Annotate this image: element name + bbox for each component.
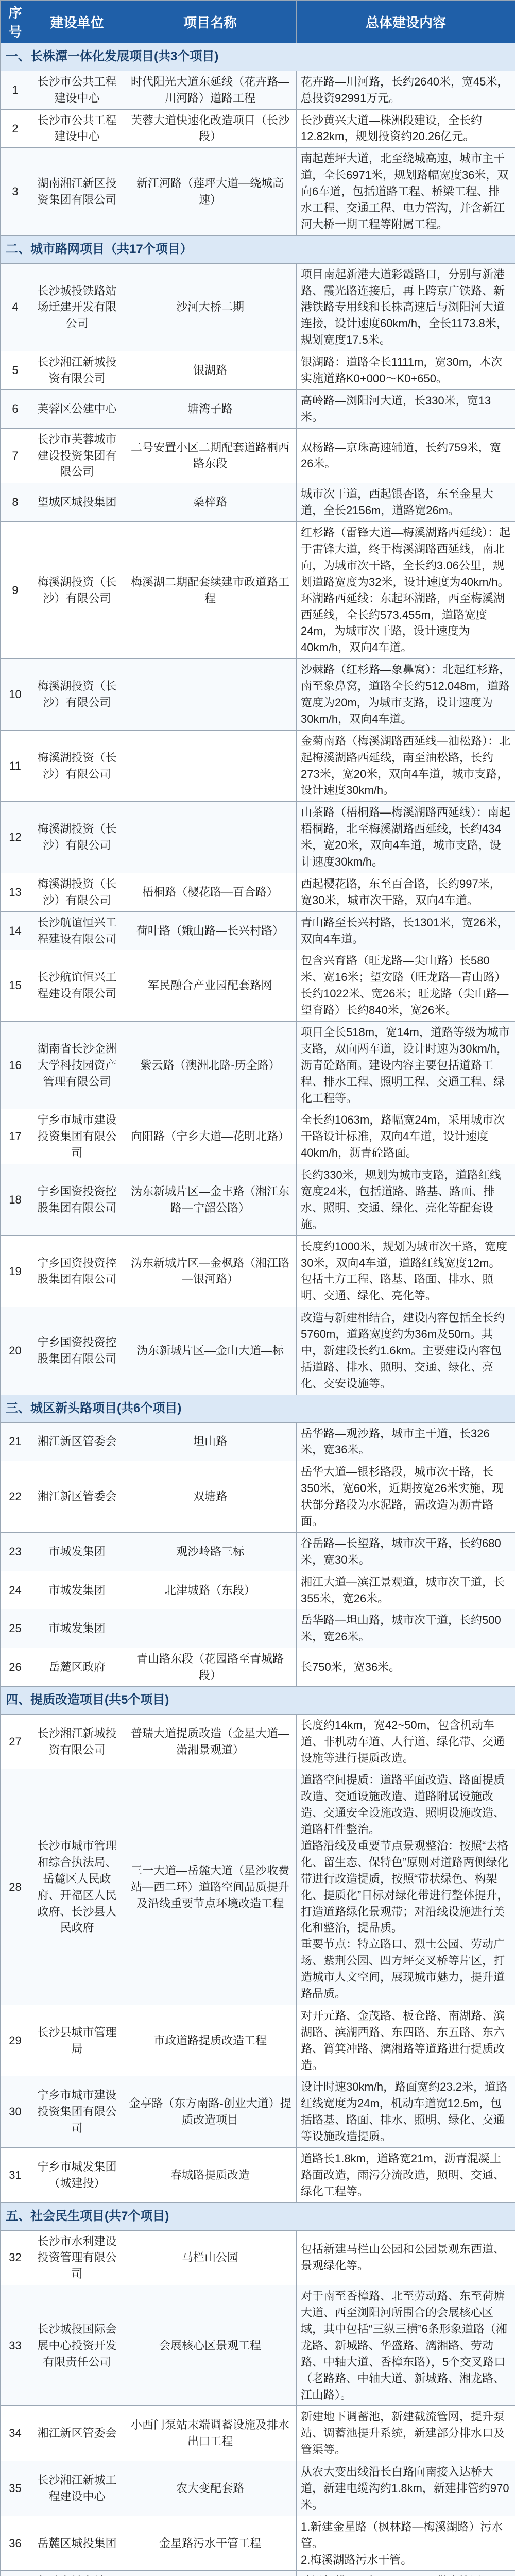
row-content: 项目全长518m，宽14m，道路等级为城市支路，双向两车道，设计时速为30km/h，沥青砼路面。建设内容主要包括道路工程、排水工程、照明工程、交通工程、绿化工程等。	[297, 1022, 515, 1109]
row-no: 6	[1, 389, 30, 428]
table-row	[1, 950, 515, 1022]
section-title: 二、城市路网项目（共17个项目）	[1, 235, 515, 263]
row-content: 山茶路（梧桐路—梅溪湖路西延线）：南起梧桐路，北至梅溪湖路西延线，长约434米，宽20米，双向4车道，城市支路，设计速度30km/h。	[297, 802, 515, 873]
section-header-row	[1, 43, 515, 71]
row-content: 新建地下调蓄池，新建截流管网，提升泵站、调蓄池提升系统，新建部分排水口及管渠等。	[297, 2406, 515, 2461]
row-no: 17	[1, 1109, 30, 1164]
row-unit: 梅溪湖投资（长沙）有限公司	[30, 659, 124, 731]
row-unit: 长沙县城市管理局	[30, 2005, 124, 2076]
row-name: 坦山路	[124, 1422, 297, 1461]
row-unit: 岳麓区城投集团	[30, 2516, 124, 2571]
row-content: 对开元路、金茂路、板仓路、南湖路、滨湖路、滨湖西路、东四路、东五路、东六路、筲箕冲路、漓湘路等道路进行提质改造。	[297, 2005, 515, 2076]
row-name: 紫云路（澳洲北路-历全路）	[124, 1022, 297, 1109]
row-content: 长沙黄兴大道—株洲段建设，全长约12.82km，规划投资约20.26亿元。	[297, 109, 515, 148]
row-unit: 梅溪湖投资（长沙）有限公司	[30, 873, 124, 911]
row-name: 会展核心区景观工程	[124, 2285, 297, 2406]
table-row	[1, 730, 515, 802]
row-unit: 长沙湘江新城投资有限公司	[30, 351, 124, 390]
table-row	[1, 389, 515, 428]
table-row	[1, 1609, 515, 1648]
row-no: 16	[1, 1022, 30, 1109]
row-no: 1	[1, 71, 30, 109]
row-no: 3	[1, 148, 30, 235]
row-content: 长约330米，规划为城市支路，道路红线宽度24米，包括道路、路基、路面、排水、照明、交通、绿化、亮化等配套设施。	[297, 1164, 515, 1236]
header-unit: 建设单位	[30, 1, 124, 43]
table-row	[1, 1461, 515, 1533]
row-name: 双塘路	[124, 1461, 297, 1533]
row-name: 荷叶路（娥山路—长兴村路）	[124, 911, 297, 950]
table-row	[1, 911, 515, 950]
row-content: 1.新建金星路（枫林路—梅溪湖路）污水管。 2.梅溪湖路污水干管。	[297, 2516, 515, 2571]
row-no: 30	[1, 2076, 30, 2148]
table-row	[1, 2076, 515, 2148]
row-name: 军民融合产业园配套路网	[124, 950, 297, 1022]
table-row	[1, 1164, 515, 1236]
row-name: 农大变配套路	[124, 2461, 297, 2516]
row-unit: 长沙市城市管理和综合执法局、岳麓区人民政府、开福区人民政府、长沙县人民政府	[30, 1769, 124, 2005]
row-no: 2	[1, 109, 30, 148]
row-no: 29	[1, 2005, 30, 2076]
table-row	[1, 2148, 515, 2203]
row-name	[124, 659, 297, 731]
section-header-row	[1, 2202, 515, 2230]
row-unit: 长沙市公共工程建设中心	[30, 109, 124, 148]
row-no	[1, 2571, 30, 2576]
row-name: 金星路污水干管工程	[124, 2516, 297, 2571]
row-no: 31	[1, 2148, 30, 2203]
table-row	[1, 2285, 515, 2406]
row-unit: 长沙城投国际会展中心投资开发有限责任公司	[30, 2285, 124, 2406]
row-no: 18	[1, 1164, 30, 1236]
row-content	[297, 2571, 515, 2576]
row-name: 金亭路（东方南路-创业大道）提质改造项目	[124, 2076, 297, 2148]
row-no: 33	[1, 2285, 30, 2406]
row-name: 普瑞大道提质改造（金星大道—潇湘景观道）	[124, 1714, 297, 1769]
row-name: 梅溪湖二期配套续建市政道路工程	[124, 522, 297, 659]
row-name: 沩东新城片区—金山大道—标	[124, 1307, 297, 1395]
table-row	[1, 1422, 515, 1461]
table-row	[1, 351, 515, 390]
table-header-row	[1, 1, 515, 43]
table-row	[1, 263, 515, 351]
table-row	[1, 1307, 515, 1395]
row-unit	[30, 2571, 124, 2576]
row-name: 新江河路（莲坪大道—绕城高速）	[124, 148, 297, 235]
table-row	[1, 2461, 515, 2516]
row-name	[124, 2571, 297, 2576]
row-content: 道路长1.8km，道路宽21m，沥青混凝土路面改造，雨污分流改造，照明、交通、绿化工程等。	[297, 2148, 515, 2203]
row-no: 10	[1, 659, 30, 731]
row-name: 三一大道—岳麓大道（星沙收费站—西二环）道路空间品质提升及沿线重要节点环境改造工程	[124, 1769, 297, 2005]
row-content: 岳华路—坦山路，城市次干道，长约500米，宽26米。	[297, 1609, 515, 1648]
row-unit: 长沙湘江新城工程建设中心	[30, 2461, 124, 2516]
row-name: 观沙岭路三标	[124, 1532, 297, 1571]
section-title: 一、长株潭一体化发展项目(共3个项目)	[1, 43, 515, 71]
row-unit: 宁乡国资投资控股集团有限公司	[30, 1164, 124, 1236]
header-name: 项目名称	[124, 1, 297, 43]
row-name: 桑梓路	[124, 483, 297, 522]
row-content: 岳华路—观沙路，城市主干道，长326米，宽36米。	[297, 1422, 515, 1461]
row-no: 34	[1, 2406, 30, 2461]
row-content: 谷岳路—长望路，城市次干路，长约680米，宽30米。	[297, 1532, 515, 1571]
row-name: 马栏山公园	[124, 2230, 297, 2285]
row-no: 27	[1, 1714, 30, 1769]
row-no: 12	[1, 802, 30, 873]
row-unit: 湘江新区管委会	[30, 2406, 124, 2461]
row-no: 11	[1, 730, 30, 802]
row-content: 长度约14km，宽42~50m，包含机动车道、非机动车道、人行道、绿化带、交通设施等进行提质改造。	[297, 1714, 515, 1769]
row-content: 银湖路：道路全长1111m，宽30m，本次实施道路K0+000～K0+650。	[297, 351, 515, 390]
row-name: 芙蓉大道快速化改造项目（长沙段）	[124, 109, 297, 148]
row-name: 沩东新城片区—金枫路（湘江路—银河路）	[124, 1235, 297, 1307]
row-content: 包括新建马栏山公园和公园景观东西道、景观绿化等。	[297, 2230, 515, 2285]
row-no: 36	[1, 2516, 30, 2571]
row-content: 沙棘路（红杉路—象鼻窝）：北起红杉路，南至象鼻窝，道路全长约512.048m，道路宽度为20m，为城市支路，设计速度为30km/h，双向4车道。	[297, 659, 515, 731]
row-content: 岳华大道—银杉路段，城市次干路，长350米，宽60米，近期按宽26米实施，现状部分路段为水泥路，需改造为沥青路面。	[297, 1461, 515, 1533]
row-unit: 岳麓区政府	[30, 1648, 124, 1687]
row-name: 银湖路	[124, 351, 297, 390]
row-unit: 长沙市水利建设投资管理有限公司	[30, 2230, 124, 2285]
row-name	[124, 1609, 297, 1648]
table-row	[1, 2406, 515, 2461]
row-name: 塘湾子路	[124, 389, 297, 428]
row-unit: 长沙市公共工程建设中心	[30, 71, 124, 109]
row-content: 长750米，宽36米。	[297, 1648, 515, 1687]
row-unit: 湖南湘江新区投资集团有限公司	[30, 148, 124, 235]
section-title: 五、社会民生项目(共7个项目)	[1, 2202, 515, 2230]
row-name	[124, 730, 297, 802]
row-name: 沙河大桥二期	[124, 263, 297, 351]
section-header-row	[1, 235, 515, 263]
row-name: 北津城路（东段）	[124, 1571, 297, 1609]
row-content: 花卉路—川河路，长约2640米，宽45米，总投资92991万元。	[297, 71, 515, 109]
row-unit: 长沙航谊恒兴工程建设有限公司	[30, 911, 124, 950]
row-content: 改造与新建相结合，建设内容包括全长约5760m，道路宽度约为36m及50m。其中，新建段长约1.6km。主要建设内容包括道路、排水、照明、交通、绿化、亮化、交安设施等。	[297, 1307, 515, 1395]
row-no: 4	[1, 263, 30, 351]
row-content: 红杉路（雷锋大道—梅溪湖路西延线）：起于雷锋大道，终于梅溪湖路西延线，南北向，为城市次干路，全长约3.06公里，规划道路宽度为32米，设计速度为40km/h。 环湖路西延线：东起环湖路，西至梅溪湖西延线，全长约573.455m，道路宽度24m，为城市次干路，设计速度为40km/h，双向4车道。	[297, 522, 515, 659]
row-name: 时代阳光大道东延线（花卉路—川河路）道路工程	[124, 71, 297, 109]
table-row	[1, 1532, 515, 1571]
row-content: 长度约1000米，规划为城市次干路，宽度30米，双向4车道，道路红线宽度12m。包括土方工程、路基、路面、排水、照明、交通、绿化、亮化等。	[297, 1235, 515, 1307]
row-unit: 市城发集团	[30, 1532, 124, 1571]
row-unit: 宁乡市城发集团（城建投）	[30, 2148, 124, 2203]
row-no: 14	[1, 911, 30, 950]
row-unit: 长沙市芙蓉城市建设投资集团有限公司	[30, 428, 124, 483]
row-no: 21	[1, 1422, 30, 1461]
table-row	[1, 2571, 515, 2576]
row-no: 24	[1, 1571, 30, 1609]
row-unit: 湘江新区管委会	[30, 1422, 124, 1461]
section-header-row	[1, 1395, 515, 1422]
row-name: 市政道路提质改造工程	[124, 2005, 297, 2076]
row-no: 25	[1, 1609, 30, 1648]
row-unit: 宁乡市城市建设投资集团有限公司	[30, 2076, 124, 2148]
table-row	[1, 1769, 515, 2005]
row-unit: 宁乡市城市建设投资集团有限公司	[30, 1109, 124, 1164]
row-name	[124, 802, 297, 873]
table-row	[1, 1235, 515, 1307]
row-no: 5	[1, 351, 30, 390]
table-row	[1, 428, 515, 483]
row-no: 13	[1, 873, 30, 911]
row-no: 19	[1, 1235, 30, 1307]
table-row	[1, 659, 515, 731]
header-no: 序号	[1, 1, 30, 43]
row-content: 高岭路—浏阳河大道，长330米，宽13米。	[297, 389, 515, 428]
table-row	[1, 802, 515, 873]
row-no: 32	[1, 2230, 30, 2285]
table-row	[1, 522, 515, 659]
table-body	[1, 43, 515, 2576]
section-title: 四、提质改造项目(共5个项目)	[1, 1686, 515, 1714]
row-no: 20	[1, 1307, 30, 1395]
row-name: 青山路东段（花园路至青城路段）	[124, 1648, 297, 1687]
table-row	[1, 1648, 515, 1687]
row-name: 梧桐路（樱花路—百合路）	[124, 873, 297, 911]
row-no: 28	[1, 1769, 30, 2005]
table-row	[1, 1571, 515, 1609]
row-unit: 望城区城投集团	[30, 483, 124, 522]
row-name: 春城路提质改造	[124, 2148, 297, 2203]
row-content: 湘江大道—滨江景观道，城市次干道，长355米，宽26米。	[297, 1571, 515, 1609]
row-unit: 湘江新区管委会	[30, 1461, 124, 1533]
row-unit: 长沙湘江新城投资有限公司	[30, 1714, 124, 1769]
table-row	[1, 1714, 515, 1769]
row-unit: 宁乡国资投资控股集团有限公司	[30, 1307, 124, 1395]
row-no: 9	[1, 522, 30, 659]
row-content: 项目南起新港大道彩霞路口，分别与新港路、霞光路连接后，再上跨京广铁路、新港铁路专用线和长株高速后与浏阳河大道连接，设计速度60km/h，全长1173.8米，规划宽度17.5米。	[297, 263, 515, 351]
row-content: 设计时速30km/h，路面宽约23.2米，道路红线宽度为24m，机动车道宽12.5m，包括路基、路面、排水、照明、绿化、交通等设施改造提质。	[297, 2076, 515, 2148]
row-content: 全长约1063m，路幅宽24m，采用城市次干路设计标准，双向4车道，设计速度40km/h，沥青砼路面。	[297, 1109, 515, 1164]
row-unit: 梅溪湖投资（长沙）有限公司	[30, 802, 124, 873]
row-content: 从农大变出线沿长白路向南接入达桥大道，新建电缆沟约1.8km，新建排管约970米。	[297, 2461, 515, 2516]
row-content: 双杨路—京珠高速辅道，长约759米，宽26米。	[297, 428, 515, 483]
header-content: 总体建设内容	[297, 1, 515, 43]
row-content: 金菊南路（梅溪湖路西延线—油松路）：北起梅溪湖路西延线，南至油松路，长约273米，宽20米，双向4车道，城市支路，设计速度30km/h。	[297, 730, 515, 802]
row-unit: 长沙航谊恒兴工程建设有限公司	[30, 950, 124, 1022]
table-row	[1, 2230, 515, 2285]
row-unit: 梅溪湖投资（长沙）有限公司	[30, 730, 124, 802]
row-content: 城市次干道，西起银杏路，东至金星大道，全长2156m，道路宽26m。	[297, 483, 515, 522]
row-unit: 市城发集团	[30, 1571, 124, 1609]
row-no: 35	[1, 2461, 30, 2516]
section-header-row	[1, 1686, 515, 1714]
row-content: 南起莲坪大道，北至绕城高速，城市主干道，全长6971米，规划路幅宽度36米，双向6车道，包括道路工程、桥梁工程、排水工程、交通工程、电力管沟，并含新江河大桥一期工程等附属工程。	[297, 148, 515, 235]
row-no: 7	[1, 428, 30, 483]
row-content: 道路空间提质：道路平面改造、路面提质改造、交通设施改造、道路附属设施改造、交通安全设施改造、照明设施改造、道路杆件整治。 道路沿线及重要节点景观整治：按照“去格化、留生态、保特色”原则对道路两侧绿化带进行改造提质，按照“带状绿色、构架化、提质化”目标对绿化带进行整体提升，打造道路绿化景观带；对沿线设施进行美化和整治，提品质。 重要节点：特立路口、烈士公园、劳动广场、紫荆公园、四方坪交叉桥等片区，打造城市人文空间，展现城市魅力，提升道路品质。	[297, 1769, 515, 2005]
table-row	[1, 2005, 515, 2076]
row-name: 二号安置小区二期配套道路桐西路东段	[124, 428, 297, 483]
row-no: 23	[1, 1532, 30, 1571]
row-name: 向阳路（宁乡大道—花明北路）	[124, 1109, 297, 1164]
section-title: 三、城区新头路项目(共6个项目)	[1, 1395, 515, 1422]
row-no: 22	[1, 1461, 30, 1533]
table-row	[1, 71, 515, 109]
row-unit: 市城发集团	[30, 1609, 124, 1648]
row-unit: 宁乡国资投资控股集团有限公司	[30, 1235, 124, 1307]
row-no: 26	[1, 1648, 30, 1687]
row-unit: 湖南省长沙金洲大学科技园资产管理有限公司	[30, 1022, 124, 1109]
row-no: 8	[1, 483, 30, 522]
row-name: 小西门泵站末端调蓄设施及排水出口工程	[124, 2406, 297, 2461]
row-content: 西起樱花路，东至百合路，长约997米，宽30米，城市次干路，双向4车道。	[297, 873, 515, 911]
row-no: 15	[1, 950, 30, 1022]
row-unit: 芙蓉区公建中心	[30, 389, 124, 428]
table-row	[1, 483, 515, 522]
row-name: 沩东新城片区—金丰路（湘江东路—宁韶公路）	[124, 1164, 297, 1236]
table-row	[1, 873, 515, 911]
table-row	[1, 1109, 515, 1164]
row-unit: 长沙城投铁路站场迁建开发有限公司	[30, 263, 124, 351]
table-row	[1, 1022, 515, 1109]
row-content: 青山路至长兴村路，长1301米，宽26米，双向4车道。	[297, 911, 515, 950]
row-content: 包含兴育路（旺龙路—尖山路）长580米、宽16米；望安路（旺龙路—青山路）长约1022米、宽26米；旺龙路（尖山路—望育路）长约840米，宽26米。	[297, 950, 515, 1022]
table-row	[1, 2516, 515, 2571]
row-unit: 梅溪湖投资（长沙）有限公司	[30, 522, 124, 659]
row-content: 对于南至香樟路、北至劳动路、东至荷塘大道、西至浏阳河所围合的会展核心区域，其中包括“三纵三横”6条形象道路（湘龙路、新城路、华盛路、漓湘路、劳动路、中轴大道、香樟东路），5个交叉路口（老路路、中轴大道、新城路、湘龙路、江山路）。	[297, 2285, 515, 2406]
table-row	[1, 109, 515, 148]
table-row	[1, 148, 515, 235]
